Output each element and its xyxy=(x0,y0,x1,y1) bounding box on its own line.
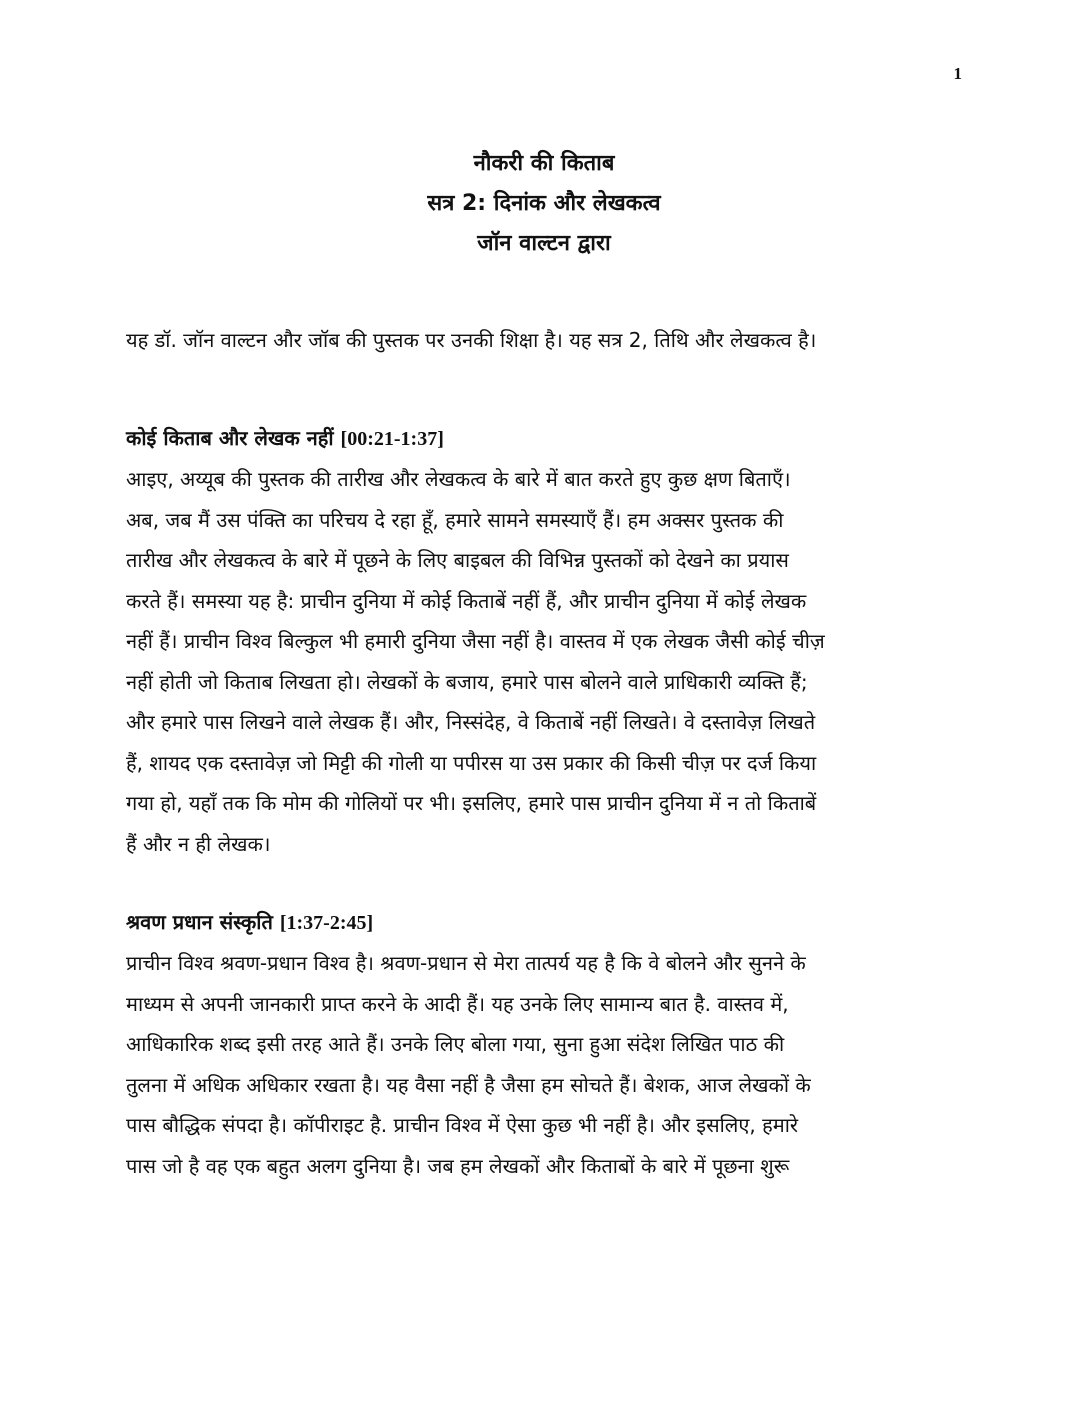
paragraph-line: हैं और न ही लेखक। xyxy=(126,831,271,856)
paragraph-line: नहीं होती जो किताब लिखता हो। लेखकों के बजाय, हमारे पास बोलने वाले प्राधिकारी व्यक्ति हैं; xyxy=(126,669,808,694)
paragraph-line: अब, जब मैं उस पंक्ति का परिचय दे रहा हूँ, हमारे सामने समस्याएँ हैं। हम अक्सर पुस्तक की xyxy=(126,507,784,532)
page-number: 1 xyxy=(953,64,962,83)
intro-paragraph: यह डॉ. जॉन वाल्टन और जॉब की पुस्तक पर उनकी शिक्षा है। यह सत्र 2, तिथि और लेखकत्व है। xyxy=(126,328,817,352)
book-title: नौकरी की किताब xyxy=(473,151,615,176)
paragraph-line: पास बौद्धिक संपदा है। कॉपीराइट है. प्राचीन विश्व में ऐसा कुछ भी नहीं है। और इसलिए, हमारे xyxy=(126,1113,799,1137)
paragraph-line: तारीख और लेखकत्व के बारे में पूछने के लिए बाइबल की विभिन्न पुस्तकों को देखने का प्रयास xyxy=(126,548,789,572)
paragraph-line: गया हो, यहाँ तक कि मोम की गोलियों पर भी। इसलिए, हमारे पास प्राचीन दुनिया में न तो किताबें xyxy=(126,791,817,815)
paragraph-line: आधिकारिक शब्द इसी तरह आते हैं। उनके लिए बोला गया, सुना हुआ संदेश लिखित पाठ की xyxy=(126,1032,785,1056)
section-heading xyxy=(126,418,966,459)
paragraph-line: और हमारे पास लिखने वाले लेखक हैं। और, निस्संदेह, वे किताबें नहीं लिखते। वे दस्तावेज़ लिखते xyxy=(126,710,816,734)
paragraph-line: तुलना में अधिक अधिकार रखता है। यह वैसा नहीं है जैसा हम सोचते हैं। बेशक, आज लेखकों के xyxy=(126,1072,811,1097)
section-timestamp: [00:21-1:37] xyxy=(340,428,444,450)
author-byline: जॉन वाल्टन द्वारा xyxy=(477,231,611,256)
section-paragraph xyxy=(126,943,966,1186)
section-oral-culture xyxy=(126,902,966,1186)
document-body xyxy=(126,320,966,1224)
section-paragraph xyxy=(126,459,966,864)
paragraph-line: आइए, अय्यूब की पुस्तक की तारीख और लेखकत्व के बारे में बात करते हुए कुछ क्षण बिताएँ। xyxy=(126,467,791,491)
document-title-block xyxy=(0,144,1088,264)
section-no-books-no-authors xyxy=(126,418,966,864)
section-heading-text: श्रवण प्रधान संस्कृति xyxy=(126,910,273,934)
section-timestamp: [1:37-2:45] xyxy=(279,912,374,934)
session-title: सत्र 2: दिनांक और लेखकत्व xyxy=(427,191,661,216)
paragraph-line: पास जो है वह एक बहुत अलग दुनिया है। जब हम लेखकों और किताबों के बारे में पूछना शुरू xyxy=(126,1153,790,1178)
paragraph-line: नहीं हैं। प्राचीन विश्व बिल्कुल भी हमारी दुनिया जैसा नहीं है। वास्तव में एक लेखक जैसी कोई चीज़ xyxy=(126,629,825,653)
paragraph-line: हैं, शायद एक दस्तावेज़ जो मिट्टी की गोली या पपीरस या उस प्रकार की किसी चीज़ पर दर्ज किया xyxy=(126,750,817,775)
paragraph-line: करते हैं। समस्या यह है: प्राचीन दुनिया में कोई किताबें नहीं हैं, और प्राचीन दुनिया में कोई लेखक xyxy=(126,588,807,613)
paragraph-line: प्राचीन विश्व श्रवण-प्रधान विश्व है। श्रवण-प्रधान से मेरा तात्पर्य यह है कि वे बोलने और सुनने के xyxy=(126,951,806,975)
paragraph-line: माध्यम से अपनी जानकारी प्राप्त करने के आदी हैं। यह उनके लिए सामान्य बात है. वास्तव में, xyxy=(126,991,789,1016)
section-heading-text: कोई किताब और लेखक नहीं xyxy=(126,426,334,450)
section-heading xyxy=(126,902,966,943)
